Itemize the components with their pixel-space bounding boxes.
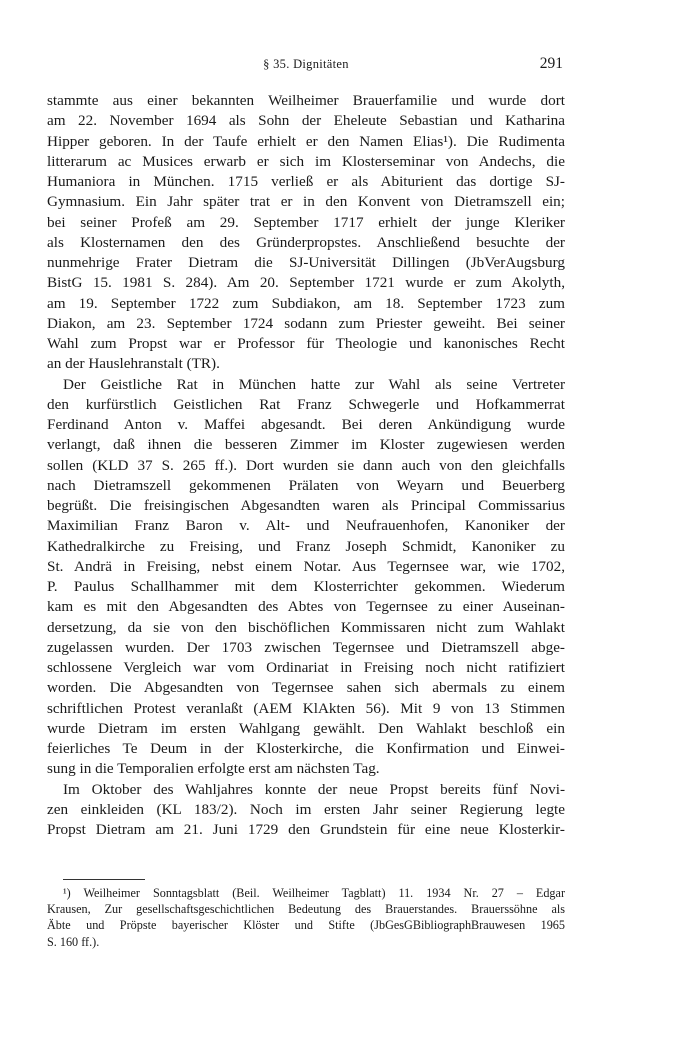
text-line: schlossene Vergleich war vom Ordinariat in Freising noch nicht ratifiziert <box>47 659 565 676</box>
text-line: verlangt, daß ihnen die besseren Zimmer im Kloster zugewiesen werden <box>47 436 565 454</box>
text-line: den kurfürstlich Geistlichen Rat Franz Schwegerle und Hofkammerrat <box>47 395 565 413</box>
text-line: P. Paulus Schallhammer mit dem Klosterrichter gekommen. Wiederum <box>47 578 565 595</box>
text-line: Wahl zum Propst war er Professor für Theologie und kanonisches Recht <box>47 335 565 352</box>
main-text <box>47 91 565 840</box>
page-number: 291 <box>539 55 563 72</box>
footnote-divider <box>63 879 145 880</box>
text-line: an der Hauslehranstalt (TR). <box>47 355 220 373</box>
paragraph-novices <box>47 780 565 841</box>
text-line: Im Oktober des Wahljahres konnte der neue Propst bereits fünf Novi- <box>63 780 565 798</box>
text-line: sung in die Temporalien erfolgte erst am nächsten Tag. <box>47 760 380 778</box>
text-line: kam es mit den Abgesandten des Abtes von Tegernsee zu einer Auseinan- <box>47 598 565 616</box>
text-line: bei seiner Profeß am 29. September 1717 erhielt der junge Kleriker <box>47 213 565 231</box>
text-line: Humaniora in München. 1715 verließ er als Abiturient das dortige SJ- <box>47 173 565 190</box>
text-line: feierliches Te Deum in der Klosterkirche, die Konfirmation und Einwei- <box>47 740 565 757</box>
footnotes <box>47 885 565 950</box>
footnote-line: ¹) Weilheimer Sonntagsblatt (Beil. Weilheimer Tagblatt) 11. 1934 Nr. 27 – Edgar <box>63 886 565 900</box>
book-page <box>47 0 565 949</box>
text-line: zugelassen wurden. Der 1703 zwischen Tegernsee und Dietramszell abge- <box>47 638 565 656</box>
paragraph-biography <box>47 91 565 375</box>
text-line: zen einkleiden (KL 183/2). Noch im ersten Jahr seiner Regierung legte <box>47 800 565 818</box>
text-line: litterarum ac Musices erwarb er sich im Klosterseminar von Andechs, die <box>47 152 565 170</box>
footnote-line: Äbte und Pröpste bayerischer Klöster und Stifte (JbGesGBibliographBrauwesen 1965 <box>47 918 565 933</box>
text-line: Maximilian Franz Baron v. Alt- und Neufrauenhofen, Kanoniker der <box>47 517 565 535</box>
page-header <box>47 0 565 72</box>
text-line: als Klosternamen den des Gründerpropstes. Anschließend besuchte der <box>47 233 565 251</box>
text-line: am 19. September 1722 zum Subdiakon, am 18. September 1723 zum <box>47 294 565 312</box>
paragraph-election <box>47 375 565 780</box>
text-line: wurde Dietram im ersten Wahlgang gewählt. Den Wahlakt beschloß ein <box>47 719 565 737</box>
text-line: Der Geistliche Rat in München hatte zur Wahl als seine Vertreter <box>63 375 565 393</box>
text-line: nach Dietramszell gekommenen Prälaten von Weyarn und Beuerberg <box>47 476 565 494</box>
text-line: Propst Dietram am 21. Juni 1729 den Grundstein für eine neue Klosterkir- <box>47 821 565 838</box>
text-line: am 22. November 1694 als Sohn der Eheleute Sebastian und Katharina <box>47 112 565 130</box>
text-line: Diakon, am 23. September 1724 sodann zum Priester geweiht. Bei seiner <box>47 314 565 332</box>
footnote-line: S. 160 ff.). <box>47 934 100 949</box>
footnote-line: Krausen, Zur gesellschaftsgeschichtlichen Bedeutung des Brauerstandes. Brauerssöhne als <box>47 902 565 917</box>
text-line: worden. Die Abgesandten von Tegernsee sahen sich abermals zu einem <box>47 679 565 697</box>
running-head: § 35. Dignitäten <box>263 57 349 71</box>
text-line: stammte aus einer bekannten Weilheimer Brauerfamilie und wurde dort <box>47 92 565 109</box>
text-line: dersetzung, da sie von den bischöflichen Kommissaren nicht zum Wahlakt <box>47 618 565 636</box>
text-line: Hipper geboren. In der Taufe erhielt er den Namen Elias¹). Die Rudimenta <box>47 132 565 150</box>
text-line: sollen (KLD 37 S. 265 ff.). Dort wurden sie dann auch von den gleichfalls <box>47 456 565 474</box>
text-line: schriftlichen Protest veranlaßt (AEM KlAkten 56). Mit 9 von 13 Stimmen <box>47 699 565 717</box>
text-line: Kathedralkirche zu Freising, und Franz Joseph Schmidt, Kanoniker zu <box>47 537 565 555</box>
text-line: begrüßt. Die freisingischen Abgesandten waren als Principal Commissarius <box>47 497 565 514</box>
text-line: BistG 15. 1981 S. 284). Am 20. September 1721 wurde er zum Akolyth, <box>47 274 565 292</box>
text-line: nunmehrige Frater Dietram die SJ-Universität Dillingen (JbVerAugsburg <box>47 254 565 271</box>
text-line: Gymnasium. Ein Jahr später trat er in den Konvent von Dietramszell ein; <box>47 193 565 211</box>
text-line: St. Andrä in Freising, nebst einem Notar. Aus Tegernsee war, wie 1702, <box>47 557 565 575</box>
text-line: Ferdinand Anton v. Maffei abgesandt. Bei deren Ankündigung wurde <box>47 416 565 433</box>
